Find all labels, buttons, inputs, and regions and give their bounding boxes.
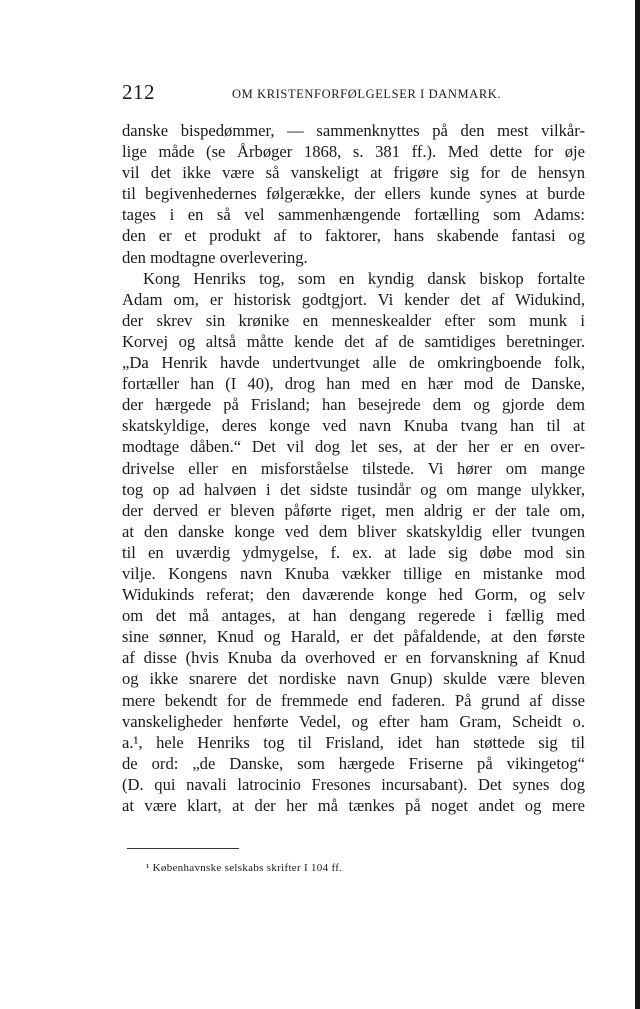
text-line: Adam om, er historisk godtgjort. Vi kender det af Widukind, (122, 289, 585, 309)
running-title: OM KRISTENFORFØLGELSER I DANMARK. (232, 87, 502, 101)
page-number: 212 (122, 80, 155, 104)
text-line: Korvej og altså måtte kende det af de samtidiges beretninger. (122, 331, 585, 351)
text-line: den er et produkt af to faktorer, hans skabende fantasi og (122, 226, 585, 246)
text-line: tages i en så vel sammenhængende fortælling som Adams: (122, 205, 585, 225)
text-line: modtage dåben.“ Det vil dog let ses, at der her er en over- (122, 437, 585, 457)
text-line: (D. qui navali latrocinio Fresones incursabant). Det synes dog (122, 774, 585, 794)
running-header (122, 80, 592, 108)
text-line: vilje. Kongens navn Knuba vækker tillige en mistanke mod (122, 563, 585, 583)
text-line: vanskeligheder henførte Vedel, og efter ham Gram, Scheidt o. (122, 711, 585, 731)
text-line: „Da Henrik havde undertvunget alle de omkringboende folk, (122, 353, 585, 373)
text-line: sine sønner, Knud og Harald, er det påfaldende, at den første (122, 627, 585, 647)
footnote-divider (127, 848, 239, 849)
text-line: og ikke snarere det nordiske navn Gnup) skulde være bleven (122, 669, 585, 689)
text-line: at den danske konge ved dem bliver skatskyldig eller tvungen (122, 521, 585, 541)
footnote: ¹ Københavnske selskabs skrifter I 104 ff. (146, 862, 343, 874)
paragraph-start-line: Kong Henriks tog, som en kyndig dansk biskop fortalte (143, 268, 585, 288)
text-line: om det må antages, at han dengang regerede i fællig med (122, 606, 585, 626)
text-line: der hærgede på Frisland; han besejrede dem og gjorde dem (122, 395, 585, 415)
text-line: der skrev sin krønike en menneskealder efter som munk i (122, 310, 585, 330)
text-line: til begivenhedernes følgerække, der ellers kunde synes at burde (122, 184, 585, 204)
text-line: mere bekendt for de fremmede end faderen. På grund af disse (122, 690, 585, 710)
text-line: a.¹, hele Henriks tog til Frisland, idet han støttede sig til (122, 732, 585, 752)
text-line: til en uværdig ydmygelse, f. ex. at lade sig døbe mod sin (122, 542, 585, 562)
text-line: fortæller han (I 40), drog han med en hær mod de Danske, (122, 374, 585, 394)
text-line: vil det ikke være så vanskeligt at frigøre sig for de hensyn (122, 163, 585, 183)
text-line: tog op ad halvøen i det sidste tusindår og om mange ulykker, (122, 479, 585, 499)
text-line: den modtagne overlevering. (122, 247, 308, 267)
text-line: de ord: „de Danske, som hærgede Friserne på vikingetog“ (122, 753, 585, 773)
text-line: lige måde (se Årbøger 1868, s. 381 ff.). Med dette for øje (122, 142, 585, 162)
text-line: danske bispedømmer, — sammenknyttes på den mest vilkår- (122, 121, 585, 140)
text-line: skatskyldige, deres konge ved navn Knuba tvang han til at (122, 416, 585, 436)
text-line: af disse (hvis Knuba da overhoved er en forvanskning af Knud (122, 648, 585, 668)
text-line: der derved er bleven påførte riget, men aldrig er der tale om, (122, 500, 585, 520)
text-line: Widukinds referat; den daværende konge hed Gorm, og selv (122, 585, 585, 605)
text-line: drivelse eller en misforståelse tilstede. Vi hører om mange (122, 458, 585, 478)
body-text (122, 120, 585, 816)
scan-edge (635, 0, 640, 1009)
text-line: at være klart, at der her må tænkes på noget andet og mere (122, 796, 585, 815)
